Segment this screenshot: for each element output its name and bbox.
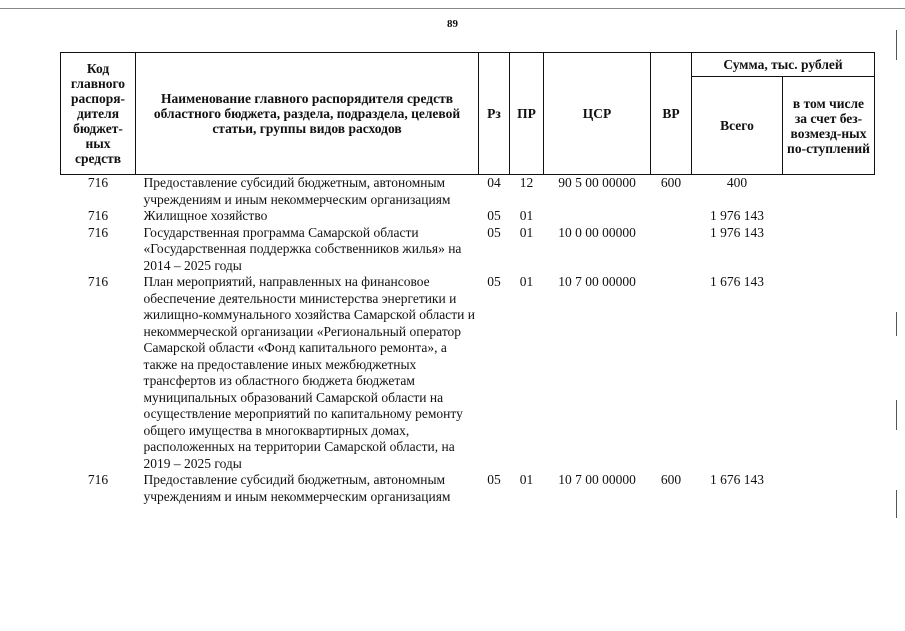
cell-pr: 01 (519, 224, 534, 240)
table-row (61, 175, 875, 209)
cell-gratuitous (783, 175, 875, 209)
budget-table (60, 52, 875, 505)
cell-rz: 05 (487, 274, 501, 289)
cell-total: 1 976 143 (710, 208, 764, 223)
header-code: Код главного распоря-дителя бюджет-ных средств (61, 53, 136, 175)
cell-csr: 10 7 00 00000 (558, 274, 636, 289)
cell-name: Предоставление субсидий бюджетным, автономным учреждениям и иным некоммерческим организациям (143, 175, 451, 207)
cell-code: 716 (87, 175, 109, 190)
cell-name: План мероприятий, направленных на финансовое обеспечение деятельности министерства энергетики и жилищно-коммунального хозяйства Самарской области и некоммерческой организации «Региональный оператор Самарской области «Фонд капитального ремонта», а также на предоставление иных межбюджетных трансфертов из областного бюджета бюджетам муниципальных образований Самарской области на осуществление мероприятий по капитальному ремонту общего имущества в многоквартирных домах, расположенных на территории Самарской области, на 2019 – 2025 годы (143, 274, 475, 471)
scan-edge-mark (896, 400, 897, 430)
header-total: Всего (692, 77, 783, 175)
cell-rz: 04 (487, 175, 501, 190)
cell-vr (651, 208, 692, 225)
cell-csr: 90 5 00 00000 (558, 175, 636, 190)
cell-name: Государственная программа Самарской области «Государственная поддержка собственников жилья» на 2014 – 2025 годы (143, 224, 462, 273)
cell-gratuitous (783, 472, 875, 505)
cell-total: 1 676 143 (710, 472, 764, 487)
cell-total: 1 676 143 (710, 274, 764, 289)
page-number: 89 (447, 18, 458, 30)
header-pr: ПР (510, 53, 544, 175)
cell-csr (544, 208, 651, 225)
cell-pr: 12 (519, 175, 534, 190)
cell-rz: 05 (487, 208, 501, 223)
scan-edge-mark (896, 30, 897, 60)
cell-total: 400 (726, 175, 748, 190)
cell-pr: 01 (519, 274, 534, 289)
cell-code: 716 (87, 274, 109, 289)
table-body (61, 175, 875, 506)
header-rz: Рз (479, 53, 510, 175)
table-header (61, 53, 875, 175)
cell-code: 716 (87, 224, 109, 240)
table-row (61, 225, 875, 275)
cell-vr (651, 274, 692, 472)
cell-total: 1 976 143 (710, 224, 764, 240)
header-sum: Сумма, тыс. рублей (692, 53, 875, 77)
header-csr: ЦСР (544, 53, 651, 175)
cell-csr: 10 7 00 00000 (558, 472, 636, 487)
table-row (61, 472, 875, 505)
cell-vr: 600 (660, 175, 682, 190)
header-vr: ВР (651, 53, 692, 175)
cell-rz: 05 (487, 224, 501, 240)
scan-edge-mark (896, 312, 897, 336)
cell-gratuitous (783, 208, 875, 225)
cell-gratuitous (783, 274, 875, 472)
cell-vr (651, 225, 692, 275)
header-name: Наименование главного распорядителя средств областного бюджета, раздела, подраздела, целевой статьи, группы видов расходов (136, 53, 479, 175)
cell-code: 716 (87, 472, 109, 487)
cell-gratuitous (783, 225, 875, 275)
table-row (61, 208, 875, 225)
cell-rz: 05 (487, 472, 501, 487)
cell-vr: 600 (660, 472, 682, 487)
table-row (61, 274, 875, 472)
cell-name: Предоставление субсидий бюджетным, автономным учреждениям и иным некоммерческим организациям (143, 472, 451, 504)
page-top-border (0, 8, 905, 9)
cell-code: 716 (87, 208, 109, 223)
cell-csr: 10 0 00 00000 (558, 224, 636, 240)
scan-edge-mark (896, 490, 897, 518)
cell-pr: 01 (519, 472, 534, 487)
cell-name: Жилищное хозяйство (143, 208, 268, 223)
header-gratuitous: в том числе за счет без-возмезд-ных по-ступлений (783, 77, 875, 175)
cell-pr: 01 (519, 208, 534, 223)
